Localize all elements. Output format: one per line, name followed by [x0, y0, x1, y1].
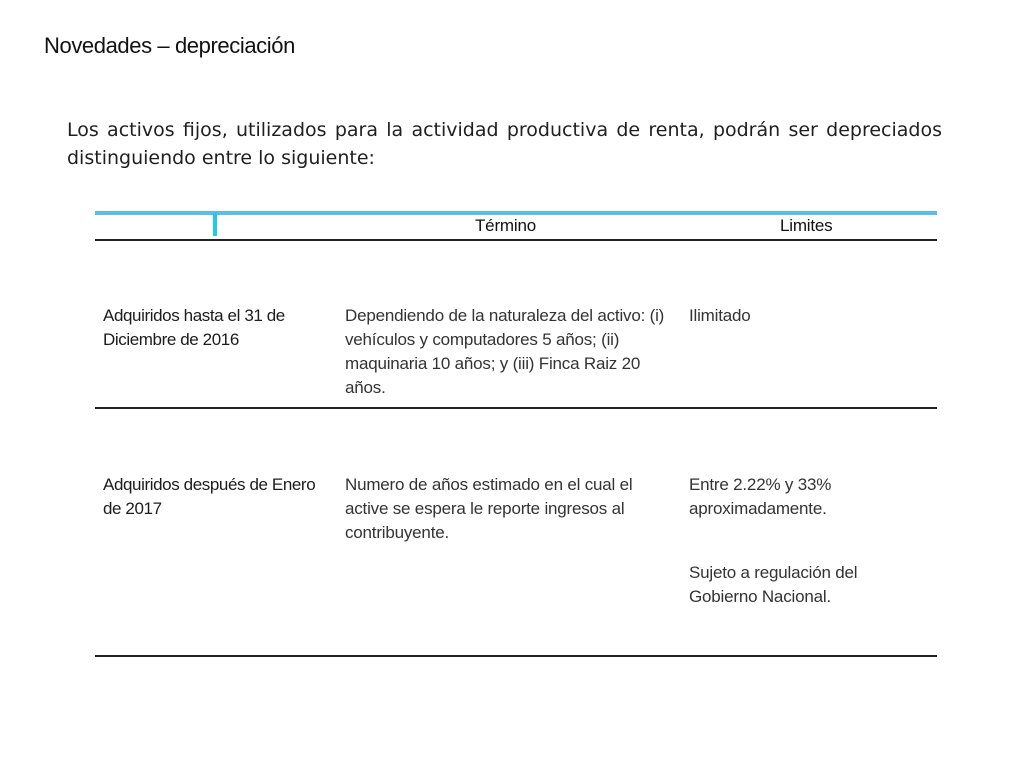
row-2-limits-note: Sujeto a regulación del Gobierno Nacional.	[689, 563, 858, 606]
header-limits: Limites	[780, 216, 833, 235]
depreciation-table	[95, 208, 937, 668]
header-rule	[95, 239, 937, 241]
accent-mark	[213, 213, 217, 236]
row-2-limits: Entre 2.22% y 33% aproximadamente.	[689, 475, 832, 518]
table-top-rule	[95, 211, 937, 215]
row-1-term: Dependiendo de la naturaleza del activo: (i) vehículos y computadores 5 años; (ii) maquinaria 10 años; y (iii) Finca Raiz 20 años.	[345, 306, 665, 397]
intro-paragraph: Los activos fijos, utilizados para la actividad productiva de renta, podrán ser depreciados distinguiendo entre lo siguiente:	[67, 119, 942, 169]
row-2-term: Numero de años estimado en el cual el active se espera le reporte ingresos al contribuyente.	[345, 475, 633, 542]
row-1-limits: Ilimitado	[689, 306, 751, 325]
row-2-category: Adquiridos después de Enero de 2017	[103, 475, 316, 518]
row-1-category: Adquiridos hasta el 31 de Diciembre de 2016	[103, 306, 285, 349]
table-bottom-rule	[95, 655, 937, 657]
slide-title: Novedades – depreciación	[44, 33, 295, 58]
header-term: Término	[475, 216, 536, 235]
row-divider	[95, 407, 937, 409]
